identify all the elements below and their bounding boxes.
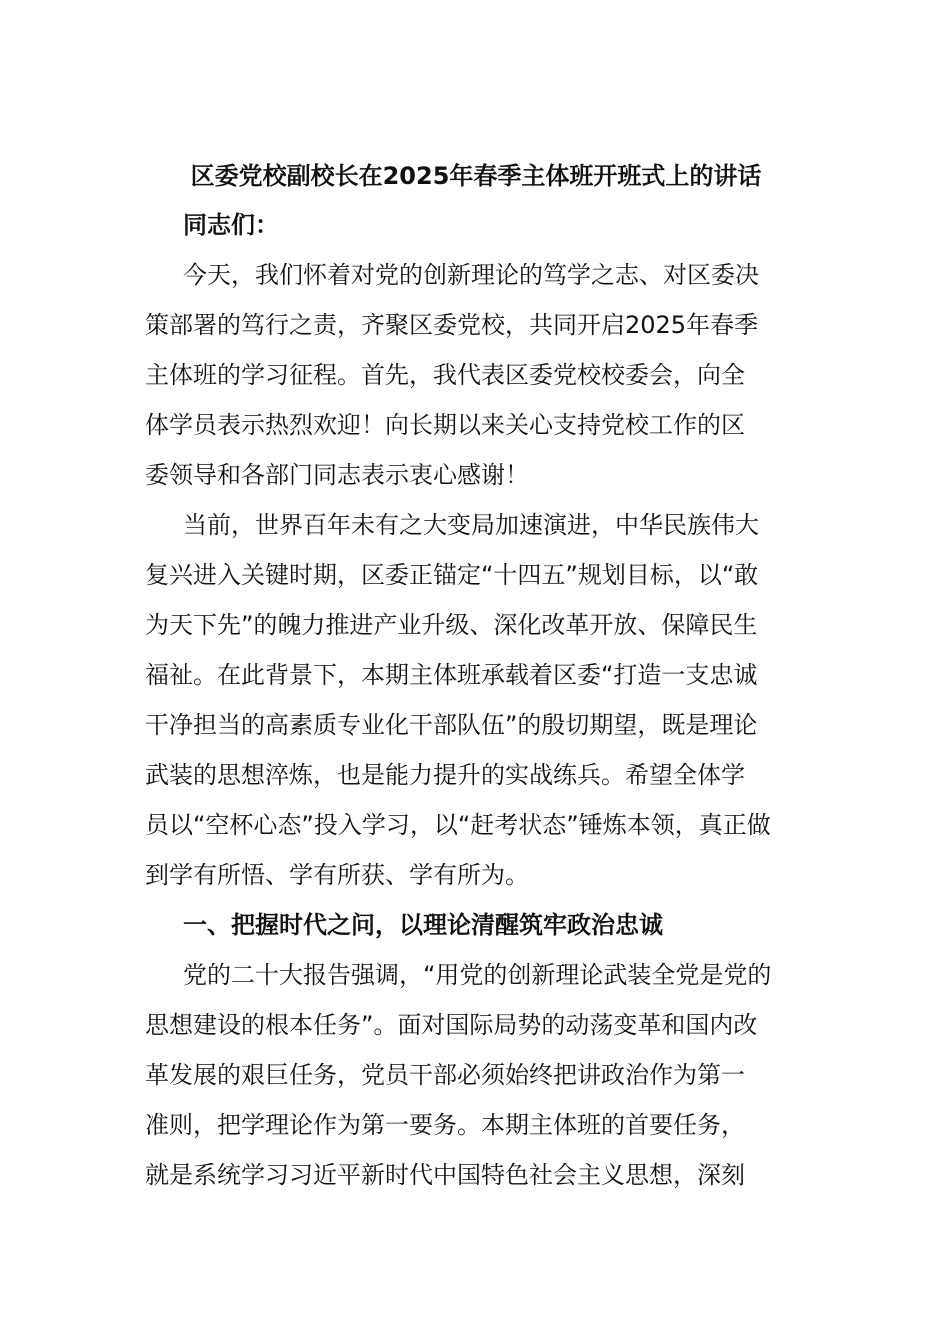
text-line: 员以“空杯心态”投入学习，以“赶考状态”锤炼本领，真正做 xyxy=(145,811,771,839)
paragraph-1 xyxy=(145,250,807,500)
section-heading: 一、把握时代之问，以理论清醒筑牢政治忠诚 xyxy=(183,911,663,939)
paragraph-2 xyxy=(145,500,807,900)
salutation: 同志们： xyxy=(183,211,279,239)
text-line: 到学有所悟、学有所获、学有所为。 xyxy=(145,861,529,889)
text-line: 复兴进入关键时期，区委正锚定“十四五”规划目标，以“敢 xyxy=(145,561,759,589)
text-line: 干净担当的高素质专业化干部队伍”的殷切期望，既是理论 xyxy=(145,711,758,739)
section-paragraph xyxy=(145,950,807,1200)
document-body xyxy=(145,152,807,1200)
text-line: 思想建设的根本任务”。面对国际局势的动荡变革和国内改 xyxy=(145,1011,758,1039)
text-line: 今天，我们怀着对党的创新理论的笃学之志、对区委决 xyxy=(183,261,759,289)
text-line: 为天下先”的魄力推进产业升级、深化改革开放、保障民生 xyxy=(145,611,758,639)
text-line: 主体班的学习征程。首先，我代表区委党校校委会，向全 xyxy=(145,361,745,389)
text-line: 体学员表示热烈欢迎！向长期以来关心支持党校工作的区 xyxy=(145,411,745,439)
text-line: 当前，世界百年未有之大变局加速演进，中华民族伟大 xyxy=(183,511,759,539)
text-line: 策部署的笃行之责，齐聚区委党校，共同开启2025年春季 xyxy=(145,311,759,339)
text-line: 准则，把学理论作为第一要务。本期主体班的首要任务， xyxy=(145,1111,745,1139)
text-line: 委领导和各部门同志表示衷心感谢！ xyxy=(145,461,529,489)
document-title: 区委党校副校长在2025年春季主体班开班式上的讲话 xyxy=(190,162,762,190)
text-line: 就是系统学习习近平新时代中国特色社会主义思想，深刻 xyxy=(145,1161,745,1189)
text-line: 福祉。在此背景下，本期主体班承载着区委“打造一支忠诚 xyxy=(145,661,758,689)
text-line: 武装的思想淬炼，也是能力提升的实战练兵。希望全体学 xyxy=(145,761,745,789)
text-line: 党的二十大报告强调，“用党的创新理论武装全党是党的 xyxy=(183,961,772,989)
text-line: 革发展的艰巨任务，党员干部必须始终把讲政治作为第一 xyxy=(145,1061,745,1089)
